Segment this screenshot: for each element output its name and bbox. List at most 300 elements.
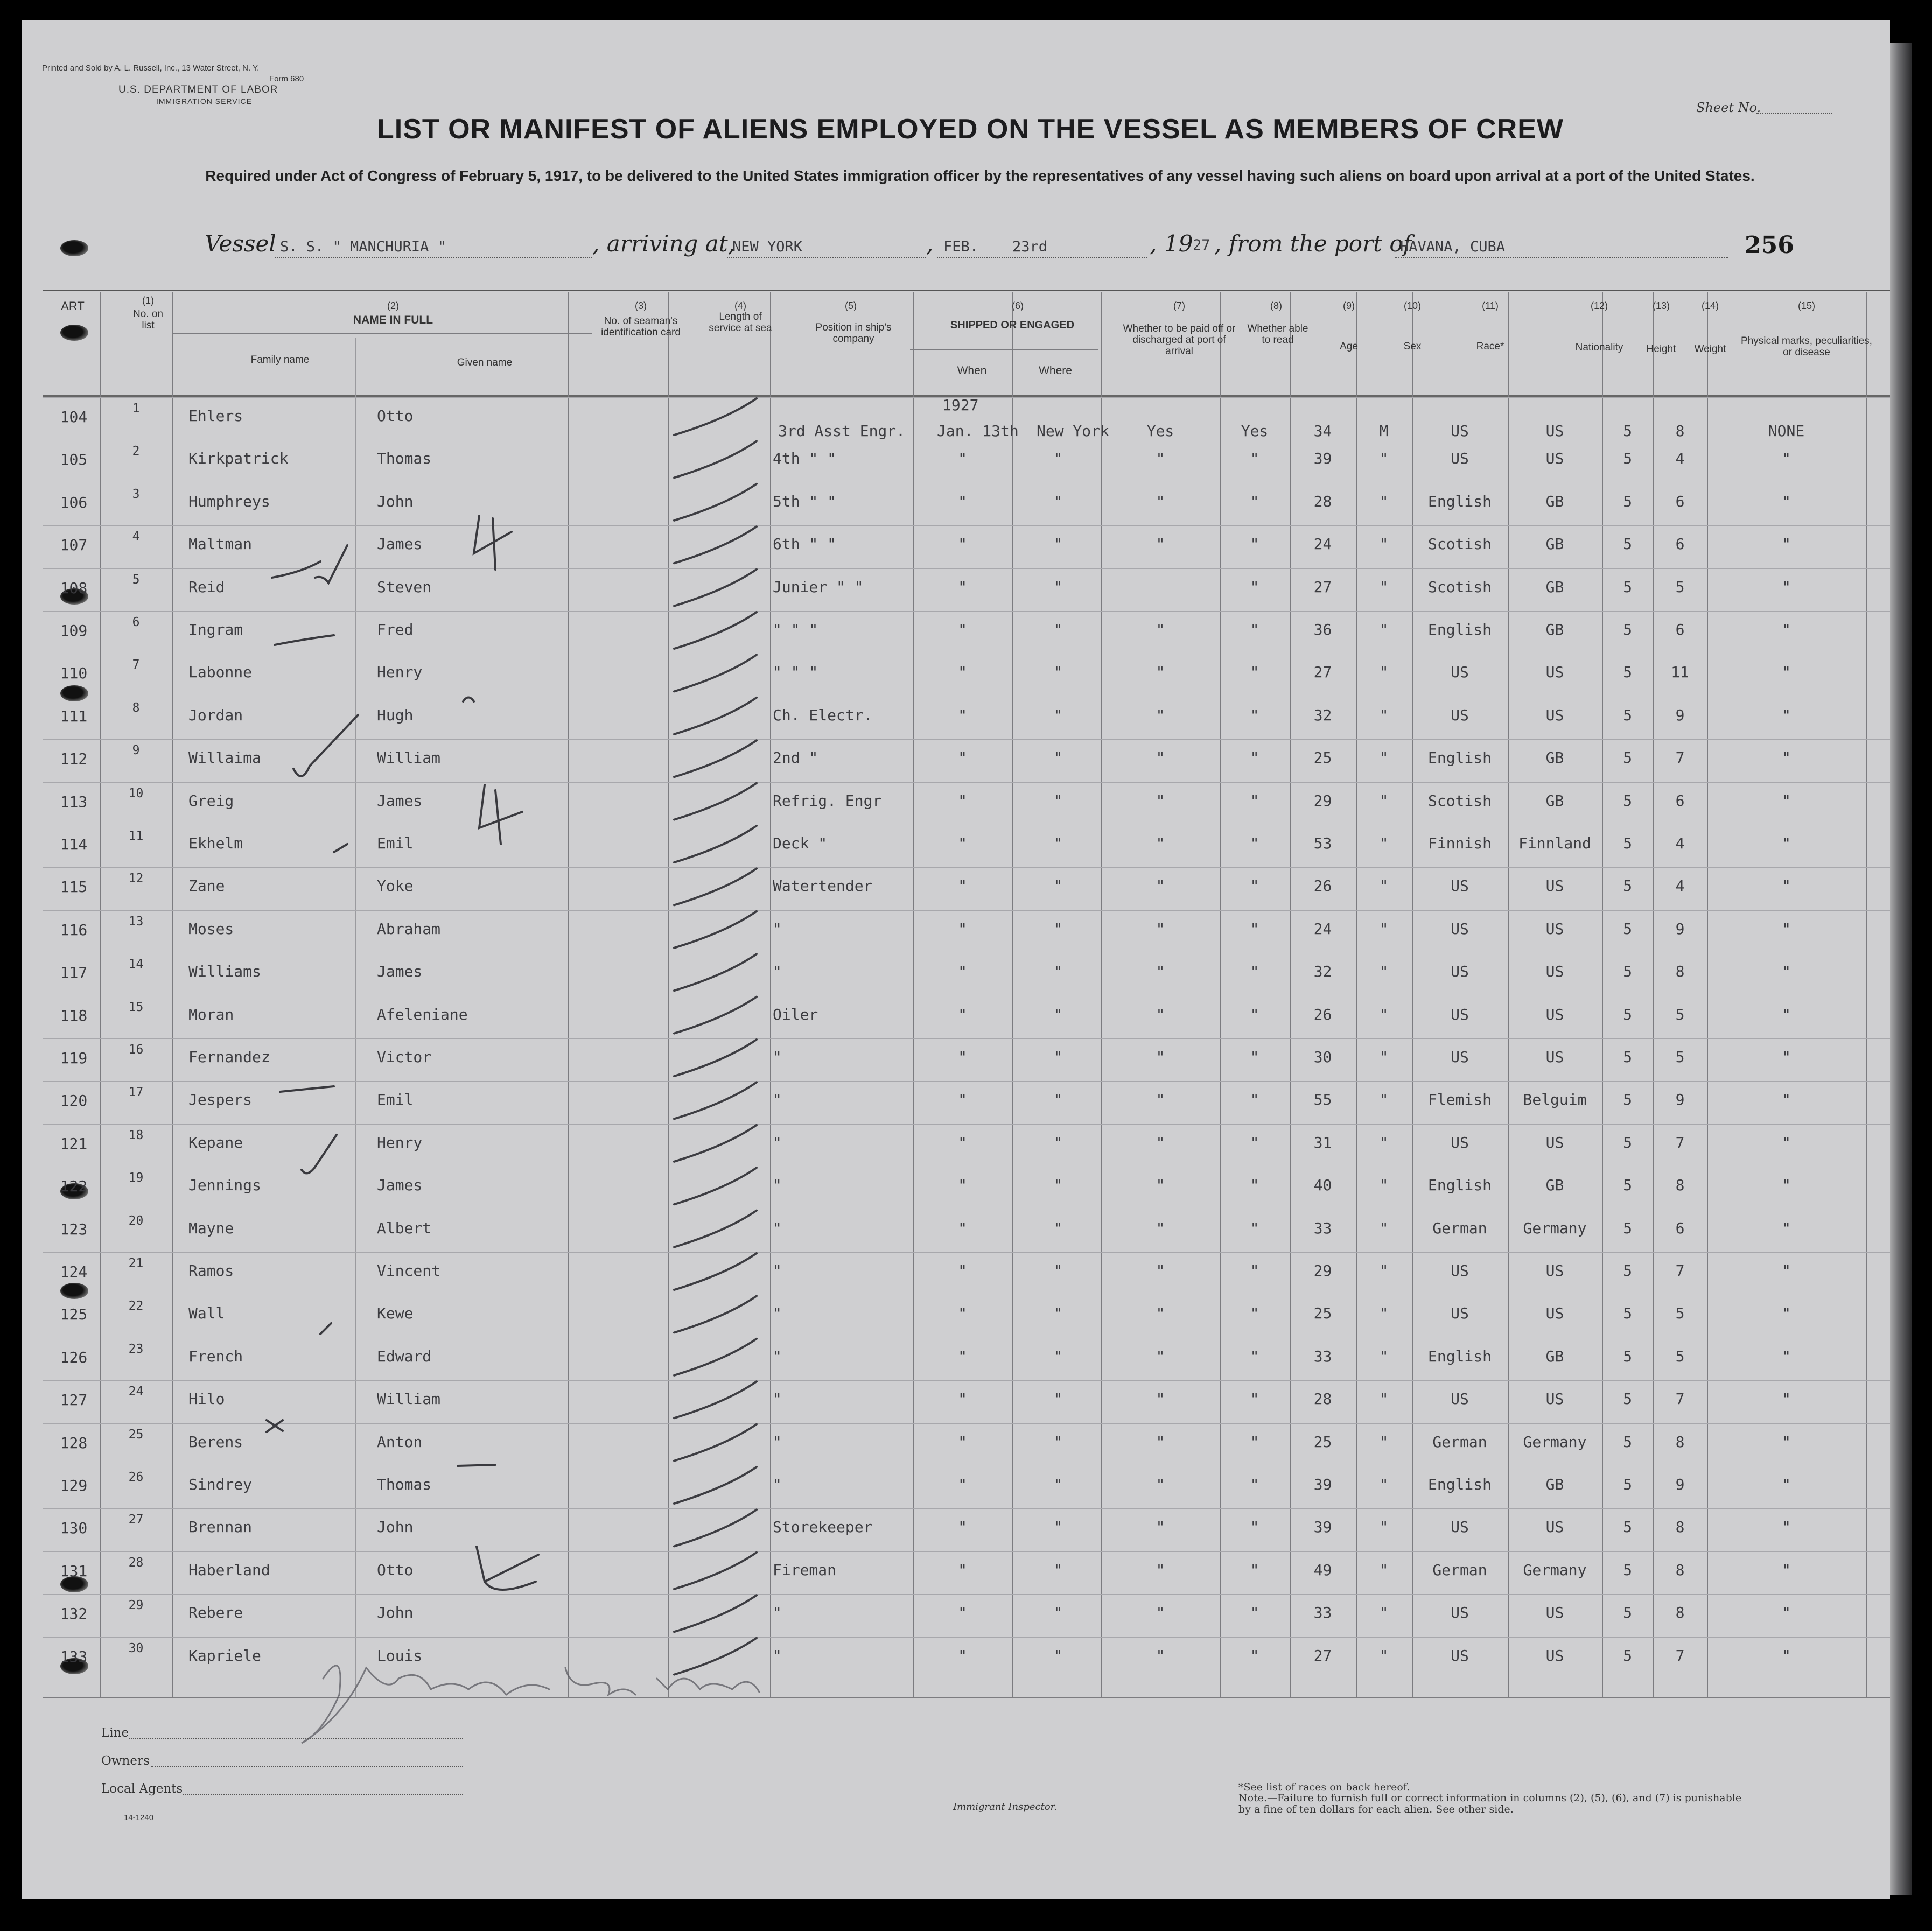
cell-given: William [377, 749, 441, 767]
cell-read: " [1250, 1176, 1259, 1194]
cell-marks: " [1782, 749, 1791, 767]
cell-given: Thomas [377, 450, 432, 467]
cell-position: Ch. Electr. [773, 706, 873, 724]
col10-header: Sex [1403, 341, 1422, 352]
cell-nationality: US [1545, 1390, 1564, 1408]
cell-position: " [773, 1219, 782, 1237]
cell-weight: 7 [1675, 1390, 1685, 1408]
cell-race: US [1451, 1048, 1469, 1066]
cell-sex: " [1379, 1134, 1389, 1151]
check-mark [280, 1086, 334, 1092]
cell-read: " [1250, 1219, 1259, 1237]
cell-height: 5 [1623, 1304, 1632, 1322]
cell-marks: " [1782, 450, 1791, 467]
cell-paid: " [1156, 1219, 1165, 1237]
cell-no: 15 [128, 1000, 144, 1014]
cell-height: 5 [1623, 1390, 1632, 1408]
cell-given: Vincent [377, 1262, 441, 1280]
cell-position: " [773, 1091, 782, 1108]
col7-number: (7) [1173, 300, 1185, 311]
dash-mark [458, 1465, 495, 1466]
cell-no: 18 [128, 1128, 144, 1142]
cell-weight: 6 [1675, 1219, 1685, 1237]
cell-art: 120 [60, 1092, 88, 1110]
service-stroke [674, 1381, 757, 1418]
cell-weight: 8 [1675, 1518, 1685, 1536]
vessel-name: S. S. " MANCHURIA " [280, 238, 446, 255]
cell-race: US [1451, 1134, 1469, 1151]
cell-age: 40 [1313, 1176, 1332, 1194]
cell-family: Ekhelm [188, 834, 243, 852]
cell-read: " [1250, 621, 1259, 638]
cell-height: 5 [1623, 1433, 1632, 1451]
col1-header: No. on list [133, 308, 163, 331]
cell-position: 3rd Asst Engr. [778, 422, 906, 440]
cell-paid: " [1156, 450, 1165, 467]
cell-race: US [1451, 663, 1469, 681]
cell-where: " [1053, 834, 1063, 852]
cell-position: " [773, 1176, 782, 1194]
cell-paid: " [1156, 621, 1165, 638]
cell-given: Henry [377, 1134, 423, 1151]
cell-sex: " [1379, 663, 1389, 681]
printer-line: Printed and Sold by A. L. Russell, Inc., 13 Water Street, N. Y. [42, 64, 260, 73]
cell-height: 5 [1623, 1647, 1632, 1665]
cell-no: 5 [132, 573, 140, 587]
cell-marks: " [1782, 920, 1791, 938]
cell-given: Yoke [377, 877, 414, 895]
cell-when: " [958, 1006, 967, 1023]
cell-height: 5 [1623, 422, 1632, 440]
cell-race: US [1451, 422, 1469, 440]
cell-weight: 7 [1675, 1134, 1685, 1151]
cell-where: " [1053, 792, 1063, 810]
cell-marks: " [1782, 792, 1791, 810]
cell-read: " [1250, 1561, 1259, 1579]
cell-family: Williams [188, 963, 261, 980]
cell-position: " [773, 1390, 782, 1408]
cell-age: 28 [1313, 1390, 1332, 1408]
cell-where: " [1053, 1176, 1063, 1194]
cell-given: Thomas [377, 1476, 432, 1493]
cell-sex: " [1379, 621, 1389, 638]
cell-position: 2nd " [773, 749, 818, 767]
cell-art: 130 [60, 1519, 88, 1537]
cell-nationality: GB [1545, 1176, 1564, 1194]
cell-height: 5 [1623, 1518, 1632, 1536]
cell-height: 5 [1623, 963, 1632, 980]
cell-where: " [1053, 877, 1063, 895]
cell-age: 27 [1313, 578, 1332, 596]
service-stroke [674, 570, 757, 606]
cell-art: 122 [60, 1177, 88, 1195]
cell-when: " [958, 1647, 967, 1665]
cell-marks: " [1782, 963, 1791, 980]
service-stroke [674, 398, 757, 435]
cell-age: 39 [1313, 1518, 1332, 1536]
manifest-sheet: Printed and Sold by A. L. Russell, Inc., 13 Water Street, N. Y. Form 680 U.S. DEPARTMENT OF LABOR IMMIGRATION SERVICE Sheet No. LIST OR MANIFEST OF ALIENS EMPLOYED ON THE VESSEL AS MEMBERS OF CREW Required under Act of Congress of February 5, 1917, to be delivered to the United States immigration officer by the representatives of any vessel having such aliens on board upon arrival at a port of the United States. Vessel S. S. " MANCHURIA " , arriving at, NEW YORK , FEB. 23rd , 19 27 , from the port of HAVANA, CUBA 256 ART (1) No. on list (2) NAME IN FULL Family name Given name (3) No. of seaman's identification card (4) Length of service at sea (5) Position in ship's company (6) SHIPPED OR ENGAGED When Where (7) Whether to be paid off or discharged at port of arrival (8) Whether able to read (9) Age (10) Sex (11) Race* (12) Nationality (13) Height (14) Weight (15) Physical marks, peculiarities, or disease 1927 104 1 Ehlers Otto 3rd Asst Engr. Jan. 13th New York Yes Yes 34 M US US 5 8 NONE 105 2 Kirkpatrick Thomas 4th " " " " " " 39 " US US 5 4 " 106 3 Humphreys John 5th " " " " " " 28 " English GB 5 6 " 107 4 Maltman James 6th " " " " " " 24 " Scotish GB 5 6 " 108 5 Reid Steven Junier " " " " " 27 " Scotish GB 5 5 " 109 6 Ingram Fred " " " " " " " 36 " English GB 5 6 " 110 7 Labonne Henry " " " " " " " 27 " US US 5 11 " 111 8 Jordan Hugh Ch. Electr. " " " " 32 " US US 5 9 " 112 9 Willaima William 2nd " " " " " 25 " English GB 5 7 " 113 10 Greig James Refrig. Engr " " " " 29 " Scotish GB 5 6 " 114 11 Ekhelm Emil Deck " " " " " 53 " Finnish Finnland 5 4 " 115 12 Zane Yoke Watertender " " " " 26 " US US 5 4 " 116 13 Moses Abraham " " " " " 24 " US US 5 9 " 117 14 Williams James " " " " " 32 " US US 5 8 " 118 15 Moran Afeleniane Oiler " " " " 26 " US US 5 5 " 119 16 Fernandez Victor " " " " " 30 " US US 5 5 " 120 17 Jespers Emil " " " " " 55 " Flemish Belguim 5 9 " 121 18 Kepane Henry " " " " " 31 " US US 5 7 " 122 19 Jennings James " " " " " 40 " English GB 5 8 " 123 20 Mayne Albert " " " " " 33 " German Germany 5 6 " 124 21 Ramos Vincent " " " " " 29 " US US 5 7 " 125 22 Wall Kewe " " " " " 25 " US US 5 5 " 126 23 French Edward " " " " " 33 " English GB 5 5 " 127 24 Hilo William " " " " " 28 " US US 5 7 " 128 25 Berens Anton " " " " " 25 " German Germany 5 8 " 129 26 Sindrey Thomas " " " " " 39 " English GB 5 9 " 130 27 Brennan John Storekeeper " " " " 39 " US US 5 8 " 131 28 Haberland Otto Fireman " " " " 49 " German Germany 5 8 " 132 29 Rebere John " " " " " 33 " US US 5 8 " 133 30 Kapriele Louis " " " " " 27 " US US 5 7 " Line Owners Local Agents 14-1240 Immigrant Inspector. *See list of races on back hereof. Note.—Failure to furnish full or correct information in columns (2), (5), (6), and (7) is punishable by a fine of ten dollars for each alien. See other side. [22, 20, 1890, 1899]
cell-paid: " [1156, 1176, 1165, 1194]
check-marks [267, 516, 538, 1590]
service-stroke [674, 1168, 757, 1204]
cell-family: Brennan [188, 1518, 253, 1536]
arrival-month: FEB. [943, 238, 979, 255]
cell-read: " [1250, 834, 1259, 852]
cell-race: US [1451, 1262, 1469, 1280]
inspector-signature [302, 1666, 759, 1743]
form-subtitle: Required under Act of Congress of February 5, 1917, to be delivered to the United States immigration officer by the representatives of any vessel having such aliens on board upon arrival at a port of the United States. [205, 167, 1755, 184]
cell-nationality: GB [1545, 621, 1564, 638]
cell-family: Maltman [188, 535, 253, 553]
cell-where: " [1053, 706, 1063, 724]
col1-number: (1) [142, 295, 154, 306]
cell-sex: " [1379, 877, 1389, 895]
cell-age: 55 [1313, 1091, 1332, 1108]
cell-read: " [1250, 663, 1259, 681]
cell-no: 28 [128, 1556, 144, 1570]
pencil-mark [463, 698, 474, 702]
cell-race: US [1451, 920, 1469, 938]
cell-age: 36 [1313, 621, 1332, 638]
cell-marks: " [1782, 1604, 1791, 1621]
cell-height: 5 [1623, 1006, 1632, 1023]
cell-art: 131 [60, 1562, 88, 1580]
cell-no: 8 [132, 701, 140, 715]
form-number: Form 680 [269, 74, 304, 83]
cell-age: 32 [1313, 963, 1332, 980]
cell-family: Berens [188, 1433, 243, 1451]
col9-number: (9) [1343, 300, 1355, 311]
cell-weight: 7 [1675, 749, 1685, 767]
cell-nationality: US [1545, 1647, 1564, 1665]
cell-sex: " [1379, 749, 1389, 767]
cell-read: " [1250, 535, 1259, 553]
col7-header: Whether to be paid off or discharged at port of arrival [1123, 323, 1236, 357]
cell-race: Flemish [1427, 1091, 1492, 1108]
col2-family-header: Family name [250, 354, 310, 366]
cell-art: 104 [60, 408, 88, 426]
cell-when: " [958, 493, 967, 510]
col11-number: (11) [1482, 300, 1499, 311]
cell-marks: NONE [1768, 422, 1805, 440]
cell-read: " [1250, 1134, 1259, 1151]
cell-family: Moran [188, 1006, 234, 1023]
cell-where: " [1053, 535, 1063, 553]
cell-read: " [1250, 1048, 1259, 1066]
cell-where: " [1053, 1091, 1063, 1108]
cell-family: Kepane [188, 1134, 243, 1151]
cell-when: " [958, 792, 967, 810]
cell-marks: " [1782, 1048, 1791, 1066]
cell-position: " [773, 1304, 782, 1322]
cell-paid: " [1156, 1048, 1165, 1066]
cell-weight: 5 [1675, 1304, 1685, 1322]
cell-where: " [1053, 963, 1063, 980]
cell-no: 19 [128, 1171, 144, 1185]
cell-where: " [1053, 1262, 1063, 1280]
cell-race: Scotish [1427, 535, 1492, 553]
cell-race: US [1451, 1304, 1469, 1322]
cell-marks: " [1782, 493, 1791, 510]
check-mark [315, 545, 347, 583]
cell-when: " [958, 535, 967, 553]
cell-given: Victor [377, 1048, 432, 1066]
cell-when: " [958, 1048, 967, 1066]
cell-paid: Yes [1146, 422, 1174, 440]
cell-race: English [1427, 749, 1492, 767]
cell-nationality: US [1545, 422, 1564, 440]
cell-sex: " [1379, 1006, 1389, 1023]
cell-given: John [377, 493, 414, 510]
cell-where: " [1053, 493, 1063, 510]
cell-race: US [1451, 1390, 1469, 1408]
cell-read: " [1250, 920, 1259, 938]
cell-when: " [958, 920, 967, 938]
cell-read: " [1250, 1091, 1259, 1108]
cell-family: French [188, 1347, 243, 1365]
cell-nationality: US [1545, 1134, 1564, 1151]
cell-given: Albert [377, 1219, 432, 1237]
col2-number: (2) [387, 300, 399, 311]
cell-family: Zane [188, 877, 225, 895]
cell-given: Otto [377, 1561, 414, 1579]
from-port-label: , from the port of [1214, 230, 1412, 257]
cell-sex: " [1379, 1390, 1389, 1408]
cell-height: 5 [1623, 1262, 1632, 1280]
cell-age: 27 [1313, 1647, 1332, 1665]
service-stroke [674, 655, 757, 691]
col13-header: Height [1646, 343, 1676, 355]
cell-where: " [1053, 1006, 1063, 1023]
cell-art: 105 [60, 451, 88, 468]
cell-weight: 5 [1675, 578, 1685, 596]
cell-marks: " [1782, 1518, 1791, 1536]
cell-weight: 6 [1675, 792, 1685, 810]
col10-number: (10) [1403, 300, 1421, 311]
col3-number: (3) [635, 300, 647, 311]
cell-nationality: US [1545, 963, 1564, 980]
cell-paid: " [1156, 1134, 1165, 1151]
footer-agents-label: Local Agents [101, 1782, 183, 1796]
cell-height: 5 [1623, 1347, 1632, 1365]
col6-header: SHIPPED OR ENGAGED [950, 319, 1075, 331]
cell-family: Mayne [188, 1219, 234, 1237]
cell-read: " [1250, 578, 1259, 596]
service-stroke [674, 698, 757, 734]
col6-when-header: When [957, 364, 987, 377]
cell-given: James [377, 535, 423, 553]
cell-position: " [773, 1647, 782, 1665]
cell-age: 25 [1313, 1433, 1332, 1451]
cell-height: 5 [1623, 1091, 1632, 1108]
arrival-day: 23rd [1012, 238, 1048, 255]
cell-height: 5 [1623, 749, 1632, 767]
cell-weight: 8 [1675, 1561, 1685, 1579]
cell-family: Jespers [188, 1091, 253, 1108]
col15-number: (15) [1797, 300, 1815, 311]
pencil-marks [22, 20, 1890, 1899]
cell-height: 5 [1623, 834, 1632, 852]
cell-marks: " [1782, 834, 1791, 852]
cell-family: Humphreys [188, 493, 270, 510]
service-stroke [674, 1638, 757, 1675]
cell-where: " [1053, 663, 1063, 681]
cell-sex: " [1379, 535, 1389, 553]
footer-line-field [129, 1738, 463, 1739]
cell-paid: " [1156, 834, 1165, 852]
cell-height: 5 [1623, 493, 1632, 510]
cell-art: 119 [60, 1049, 88, 1067]
cell-nationality: US [1545, 1006, 1564, 1023]
col2-given-header: Given name [457, 357, 513, 368]
cell-sex: " [1379, 920, 1389, 938]
cell-art: 112 [60, 750, 88, 768]
cell-no: 30 [128, 1641, 144, 1655]
cell-art: 133 [60, 1648, 88, 1666]
cell-height: 5 [1623, 1604, 1632, 1621]
cell-height: 5 [1623, 792, 1632, 810]
cell-height: 5 [1623, 1476, 1632, 1493]
cell-no: 6 [132, 615, 140, 629]
cell-read: " [1250, 1433, 1259, 1451]
cell-when: " [958, 1219, 967, 1237]
service-stroke [674, 868, 757, 905]
cell-position: " [773, 1347, 782, 1365]
cell-art: 128 [60, 1434, 88, 1452]
col14-header: Weight [1694, 343, 1726, 355]
cell-where: " [1053, 1048, 1063, 1066]
cell-no: 25 [128, 1428, 144, 1442]
cell-weight: 9 [1675, 1476, 1685, 1493]
cell-given: Emil [377, 1091, 414, 1108]
cell-given: Emil [377, 834, 414, 852]
cell-no: 12 [128, 872, 144, 886]
cell-read: Yes [1241, 422, 1269, 440]
service-stroke [674, 1553, 757, 1589]
cell-where: " [1053, 1476, 1063, 1493]
cell-marks: " [1782, 1091, 1791, 1108]
cell-paid: " [1156, 1433, 1165, 1451]
cell-weight: 9 [1675, 1091, 1685, 1108]
cell-given: James [377, 792, 423, 810]
cell-no: 9 [132, 743, 140, 757]
cell-weight: 5 [1675, 1048, 1685, 1066]
check-mark [272, 561, 320, 578]
cell-height: 5 [1623, 1134, 1632, 1151]
cell-paid: " [1156, 493, 1165, 510]
cell-marks: " [1782, 1561, 1791, 1579]
cell-when: " [958, 1433, 967, 1451]
cell-sex: " [1379, 493, 1389, 510]
cell-family: Hilo [188, 1390, 225, 1408]
cell-no: 20 [128, 1214, 144, 1228]
cell-where: " [1053, 1347, 1063, 1365]
cell-race: US [1451, 877, 1469, 895]
cell-given: Fred [377, 621, 414, 638]
cell-when: " [958, 1604, 967, 1621]
cell-age: 28 [1313, 493, 1332, 510]
form-title: LIST OR MANIFEST OF ALIENS EMPLOYED ON THE VESSEL AS MEMBERS OF CREW [377, 114, 1564, 145]
cell-given: Kewe [377, 1304, 414, 1322]
cell-age: 24 [1313, 920, 1332, 938]
cell-height: 5 [1623, 663, 1632, 681]
cell-when: " [958, 1304, 967, 1322]
cell-paid: " [1156, 792, 1165, 810]
cell-marks: " [1782, 877, 1791, 895]
cell-read: " [1250, 1390, 1259, 1408]
cell-sex: " [1379, 1561, 1389, 1579]
cell-where: " [1053, 450, 1063, 467]
service-name: IMMIGRATION SERVICE [156, 97, 252, 106]
cell-no: 26 [128, 1470, 144, 1484]
cell-nationality: US [1545, 706, 1564, 724]
cell-age: 39 [1313, 1476, 1332, 1493]
cell-art: 117 [60, 964, 88, 981]
cell-weight: 6 [1675, 621, 1685, 638]
cell-height: 5 [1623, 706, 1632, 724]
cell-age: 27 [1313, 663, 1332, 681]
cell-marks: " [1782, 1176, 1791, 1194]
cell-race: US [1451, 963, 1469, 980]
cell-art: 116 [60, 921, 88, 939]
cell-sex: " [1379, 1476, 1389, 1493]
shipped-year-note: 1927 [942, 396, 979, 414]
cell-nationality: GB [1545, 1476, 1564, 1493]
tally-4 [474, 516, 512, 570]
cell-height: 5 [1623, 578, 1632, 596]
cell-sex: " [1379, 1219, 1389, 1237]
cell-marks: " [1782, 706, 1791, 724]
cell-read: " [1250, 450, 1259, 467]
cell-weight: 9 [1675, 706, 1685, 724]
cell-race: US [1451, 1518, 1469, 1536]
cell-family: Kirkpatrick [188, 450, 289, 467]
cell-given: James [377, 1176, 423, 1194]
footer-owners-label: Owners [101, 1754, 150, 1768]
cell-paid: " [1156, 1604, 1165, 1621]
cell-paid: " [1156, 749, 1165, 767]
cell-weight: 11 [1671, 663, 1689, 681]
cell-nationality: Germany [1523, 1433, 1587, 1451]
cell-no: 13 [128, 915, 144, 929]
cell-paid: " [1156, 1006, 1165, 1023]
cell-when: " [958, 834, 967, 852]
cell-position: " [773, 1433, 782, 1451]
cell-no: 2 [132, 444, 140, 458]
cell-art: 113 [60, 793, 88, 811]
col4-header: Length of service at sea [709, 311, 772, 334]
arriving-port: NEW YORK [732, 238, 803, 255]
cell-family: Fernandez [188, 1048, 270, 1066]
cell-age: 26 [1313, 877, 1332, 895]
service-stroke [674, 997, 757, 1034]
cell-marks: " [1782, 1304, 1791, 1322]
cell-nationality: GB [1545, 493, 1564, 510]
col6-number: (6) [1012, 300, 1024, 311]
col12-header: Nationality [1575, 342, 1623, 353]
cell-weight: 5 [1675, 1347, 1685, 1365]
cell-sex: " [1379, 1604, 1389, 1621]
check-mark [302, 1135, 337, 1173]
service-stroke [674, 1339, 757, 1375]
cell-sex: " [1379, 1304, 1389, 1322]
cell-position: 5th " " [773, 493, 837, 510]
cell-when: " [958, 1176, 967, 1194]
cell-read: " [1250, 706, 1259, 724]
cell-read: " [1250, 1347, 1259, 1365]
vessel-label: Vessel [205, 230, 276, 257]
cell-art: 111 [60, 707, 88, 725]
